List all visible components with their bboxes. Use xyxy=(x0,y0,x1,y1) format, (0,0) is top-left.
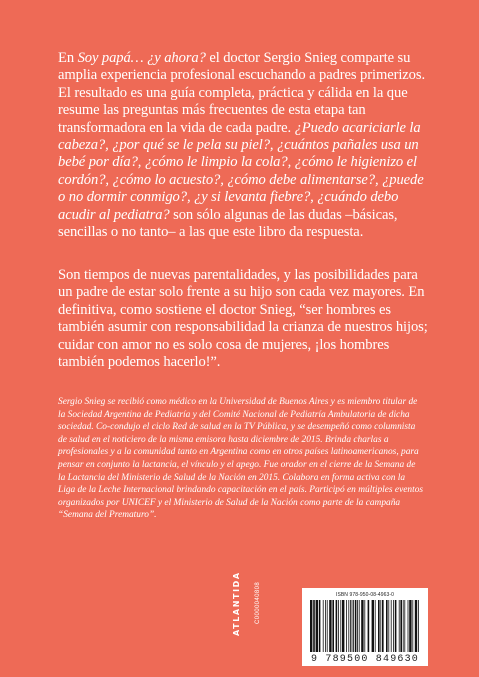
barcode-bar xyxy=(361,600,363,652)
barcode-bar xyxy=(313,600,315,652)
barcode-bar xyxy=(409,600,411,652)
product-code: C0000040808 xyxy=(255,581,261,624)
synopsis-segment: ¿Puedo acariciarle la cabeza?, ¿por qué se le pela su piel?, ¿cuántos pañales usa un bebé por día?, ¿cómo le limpio la cola?, ¿cómo le higienizo el cordón?, ¿cómo lo acuesto?, ¿cómo debe alimentarse?, ¿puede o no dormir conmigo?, ¿y si levanta fiebre?, ¿cuándo debo acudir al pediatra? xyxy=(58,119,424,223)
barcode-bar xyxy=(327,600,328,652)
barcode-bar xyxy=(418,600,419,652)
barcode-bar xyxy=(382,600,384,652)
barcode-bar xyxy=(329,600,331,652)
barcode-bar xyxy=(388,600,389,652)
synopsis-segment: Soy papá… ¿y ahora? xyxy=(77,50,206,66)
barcode-bar xyxy=(336,600,338,652)
synopsis-paragraph-2: Son tiempos de nuevas parentalidades, y las posibilidades para un padre de estar solo frente a su hijo son cada vez mayores. En definitiva, como sostiene el doctor Snieg, “ser hombres es también asumir con responsabilidad la crianza de nuestros hijos; cuidar con amor no es solo cosa de mujeres, ¡los hombres también podemos hacerlo!”. xyxy=(58,267,428,371)
barcode-bar xyxy=(338,600,339,652)
barcode-bar xyxy=(359,600,360,652)
barcode-bar xyxy=(342,600,344,652)
barcode-bar xyxy=(415,600,417,652)
synopsis-segment: son sólo algunas de las dudas –básicas, sencillas o no tanto– a las que este libro da respuesta. xyxy=(58,206,398,241)
barcode-bar xyxy=(400,600,402,652)
barcode-bars xyxy=(310,600,420,652)
synopsis-paragraph-1 xyxy=(58,50,430,241)
barcode-bar xyxy=(391,600,392,652)
barcode-bar xyxy=(357,600,358,652)
barcode-number: 9 789500 849630 xyxy=(310,654,419,665)
barcode-bar xyxy=(364,600,365,652)
barcode-bar xyxy=(332,600,334,652)
synopsis-segment: En xyxy=(58,50,78,66)
barcode-bar xyxy=(404,600,405,652)
barcode-bar xyxy=(352,600,353,652)
barcode-bar xyxy=(395,600,397,652)
barcode-bar xyxy=(368,600,370,652)
synopsis-segment: el doctor Sergio Snieg comparte su amplia experiencia profesional escuchando a padres primerizos. El resultado es una guía completa, práctica y cálida en la que resume las preguntas más frecuentes de esta etapa tan transformadora en la vida de cada padre. xyxy=(58,50,425,136)
barcode-bar xyxy=(323,600,324,652)
barcode-bar xyxy=(353,600,354,652)
barcode-bar xyxy=(403,600,404,652)
barcode-bar xyxy=(316,600,318,652)
barcode-bar xyxy=(346,600,347,652)
barcode-bar xyxy=(348,600,349,652)
barcode-bar xyxy=(310,600,312,652)
barcode-bar xyxy=(412,600,413,652)
barcode-bar xyxy=(325,600,326,652)
barcode-bar xyxy=(355,600,357,652)
publisher-logo: ATLANTIDA xyxy=(232,571,241,636)
barcode-bar xyxy=(319,600,321,652)
barcode-bar xyxy=(378,600,380,652)
barcode-bar xyxy=(375,600,376,652)
isbn-label: ISBN 978-950-08-4963-0 xyxy=(335,592,395,598)
barcode-bar xyxy=(386,600,388,652)
barcode-bar xyxy=(340,600,341,652)
barcode-bar xyxy=(350,600,351,652)
barcode-bar xyxy=(393,600,394,652)
author-bio: Sergio Snieg se recibió como médico en la Universidad de Buenos Aires y es miembro titular de la Sociedad Argentina de Pediatría y del Comité Nacional de Pediatría Ambulatoria de dicha sociedad. Co-condujo el ciclo Red de salud en la TV Pública, y se desempeñó como columnista de salud en el noticiero de la misma emisora hasta diciembre de 2015. Brinda charlas a profesionales y a la comunidad tanto en Argentina como en otros países latinoamericanos, para pensar en conjunto la lactancia, el vínculo y el apego. Fue orador en el cierre de la Semana de la Lactancia del Ministerio de Salud de la Nación en 2015. Colabora en forma activa con la Liga de la Leche Internacional brindando capacitación en el país. Participó en múltiples eventos organizados por UNICEF y el Ministerio de Salud de la Nación como parte de la campaña “Semana del Prematuro”. xyxy=(58,397,424,521)
barcode-area xyxy=(302,588,428,666)
barcode-bar xyxy=(399,600,400,652)
barcode-bar xyxy=(372,600,374,652)
barcode-bar xyxy=(380,600,381,652)
barcode-bar xyxy=(408,600,409,652)
